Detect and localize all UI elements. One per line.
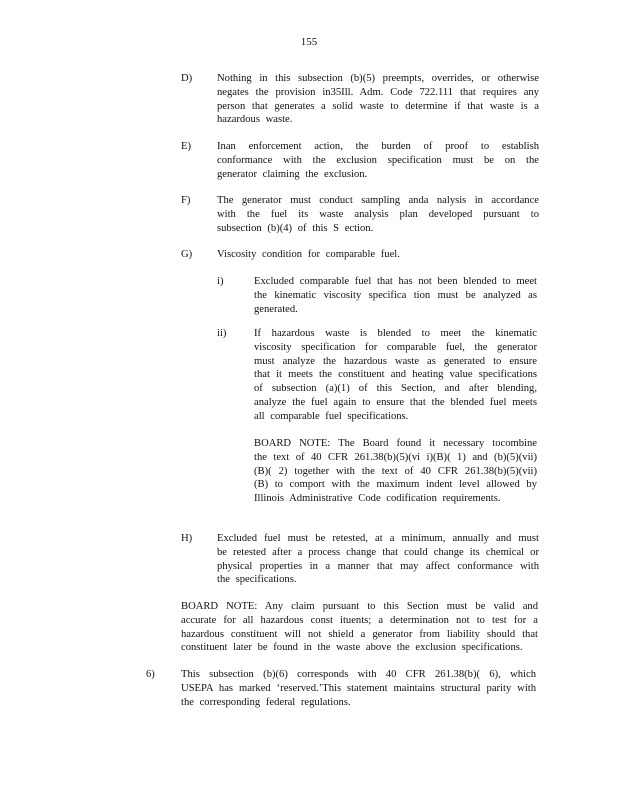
sub-item-ii-label: ii) (217, 328, 227, 339)
sub-item-i-label: i) (217, 276, 224, 287)
item-h-text: Excluded fuel must be retested, at a minimum, annually and must be retested after a process change that could change its chemical or physical properties in a manner that may affect conformance with the specifications. (217, 533, 539, 586)
item-6-text: This subsection (b)(6) corresponds with 40 CFR 261.38(b)( 6), which USEPA has marked ‘reserved.’This statement maintains structural parity with the corresponding federal regulations. (181, 669, 536, 708)
item-e-label: E) (181, 141, 191, 152)
item-f-label: F) (181, 195, 191, 206)
item-d-text: Nothing in this subsection (b)(5) preempts, overrides, or otherwise negates the provision in35Ill. Adm. Code 722.111 that requires any person that generates a solid waste to determine if that waste is a hazardous waste. (217, 73, 539, 126)
item-g-text: Viscosity condition for comparable fuel. (217, 249, 400, 260)
item-h-label: H) (181, 533, 193, 544)
sub-board-note: BOARD NOTE: The Board found it necessary tocombine the text of 40 CFR 261.38(b)(5)(vi i)(B)( 1) and (b)(5)(vii)(B)( 2) together with the text of 40 CFR 261.38(b)(5)(vii)(B) to comport with the maximum indent level allowed by Illinois Administrative Code codification requirements. (254, 438, 537, 505)
item-f-text: The generator must conduct sampling anda nalysis in accordance with the fuel its waste analysis plan developed pursuant to subsection (b)(4) of this S ection. (217, 195, 539, 234)
sub-item-i-text: Excluded comparable fuel that has not been blended to meet the kinematic viscosity specifica tion must be analyzed as generated. (254, 276, 537, 315)
item-e-text: Inan enforcement action, the burden of proof to establish conformance with the exclusion specification must be on the generator claiming the exclusion. (217, 141, 539, 180)
item-g-label: G) (181, 249, 193, 260)
sub-item-ii-text: If hazardous waste is blended to meet the kinematic viscosity specification for comparable fuel, the generator must analyze the hazardous waste as generated to ensure that it meets the constituent and heating value specifications of subsection (a)(1) of this Section, and after blending, analyze the fuel again to ensure that the blended fuel meets all comparable fuel specifications. (254, 328, 537, 422)
board-note: BOARD NOTE: Any claim pursuant to this Section must be valid and accurate for all hazardous const ituents; a determination not to test for a hazardous constituent will not shield a generator from liability should that constituent later be found in the waste above the exclusion specifications. (181, 601, 538, 654)
page-number: 155 (300, 36, 318, 48)
item-6-label: 6) (146, 669, 155, 680)
item-d-label: D) (181, 73, 193, 84)
